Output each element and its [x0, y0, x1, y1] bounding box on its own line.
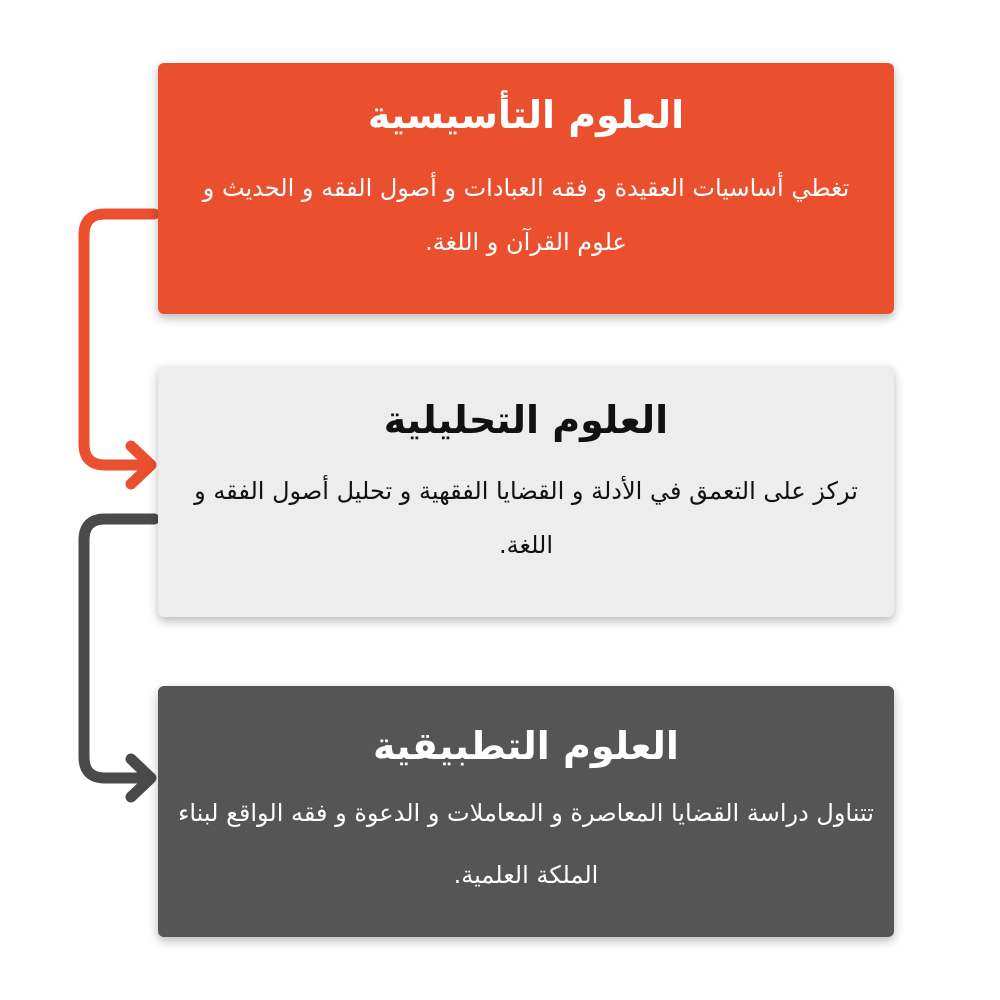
box-title: العلوم التطبيقية — [373, 724, 679, 768]
connector-arrow-2 — [84, 519, 154, 778]
box-description: تغطي أساسيات العقيدة و فقه العبادات و أصول الفقه و الحديث و علوم القرآن و اللغة. — [202, 174, 850, 256]
box-description: تتناول دراسة القضايا المعاصرة و المعاملات و الدعوة و فقه الواقع لبناء الملكة العلمية. — [178, 799, 874, 889]
analytical-sciences-box — [158, 366, 894, 617]
arrow-right-icon — [131, 759, 151, 797]
foundational-sciences-box — [158, 63, 894, 314]
box-title: العلوم التأسيسية — [367, 93, 685, 137]
applied-sciences-box — [158, 686, 894, 937]
connector-arrow-1 — [84, 214, 154, 465]
box-description: تركز على التعمق في الأدلة و القضايا الفقهية و تحليل أصول الفقه و اللغة. — [194, 477, 858, 559]
arrow-right-icon — [131, 446, 151, 484]
box-title: العلوم التحليلية — [383, 398, 669, 442]
